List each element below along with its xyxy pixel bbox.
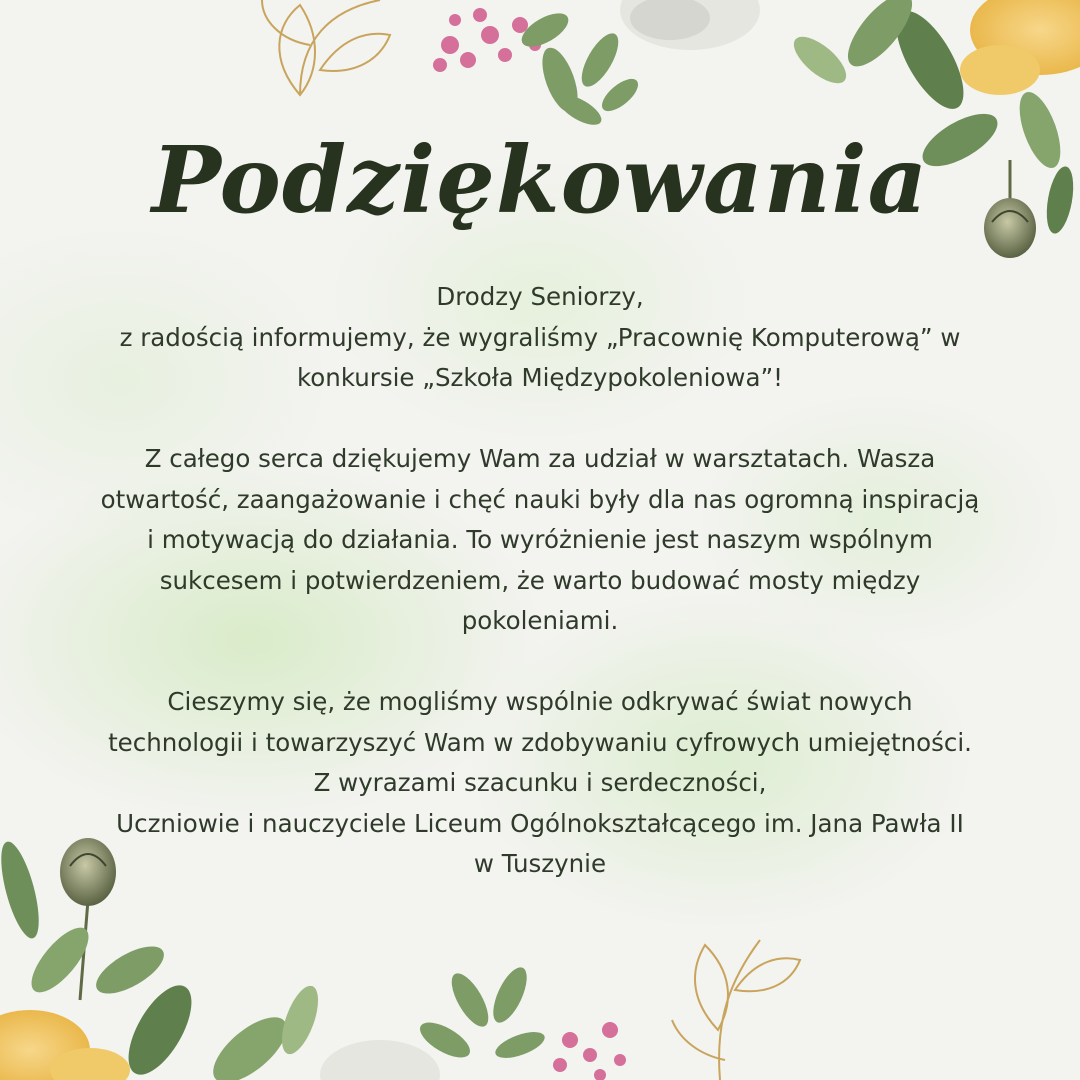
gold-leaf-top-left-icon [262, 0, 390, 95]
text-line: sukcesem i potwierdzeniem, że warto budować mosty między [159, 565, 921, 595]
text-line: Z całego serca dziękujemy Wam za udział w warsztatach. Wasza [144, 444, 936, 473]
text-line: Cieszymy się, że mogliśmy wspólnie odkrywać świat nowych [167, 687, 913, 716]
text-line: konkursie „Szkoła Międzypokoleniowa”! [296, 363, 784, 392]
message-body [30, 277, 1050, 885]
green-leaves-bottom-icon [415, 963, 548, 1065]
text-line: Drodzy Seniorzy, [436, 282, 644, 311]
text-line: otwartość, zaangażowanie i chęć nauki były dla nas ogromną inspiracją [100, 484, 980, 514]
paragraph-thanks [30, 439, 1050, 642]
white-rose-bottom-icon [320, 1040, 440, 1080]
text-line: i motywacją do działania. To wyróżnienie jest naszym wspólnym [147, 525, 933, 554]
pink-flowers-bottom-icon [553, 1022, 626, 1080]
text-line: z radością informujemy, że wygraliśmy „Pracownię Komputerową” w [119, 322, 961, 352]
paragraph-gap [30, 642, 1050, 683]
text-line: technologii i towarzyszyć Wam w zdobywaniu cyfrowych umiejętności. [108, 727, 972, 757]
white-rose-top-icon [620, 0, 760, 50]
page-title: Podziękowania [151, 126, 929, 234]
paragraph-joy [30, 682, 1050, 763]
greeting-block [30, 277, 1050, 399]
text-line: Z wyrazami szacunku i serdeczności, [313, 768, 767, 797]
gold-leaf-bottom-right-icon [672, 940, 800, 1080]
paragraph-gap [30, 399, 1050, 440]
signature-block [30, 763, 1050, 885]
text-line: Uczniowie i nauczyciele Liceum Ogólnokształcącego im. Jana Pawła II [116, 808, 964, 838]
text-line: pokoleniami. [461, 606, 619, 635]
text-line: w Tuszynie [473, 849, 607, 878]
